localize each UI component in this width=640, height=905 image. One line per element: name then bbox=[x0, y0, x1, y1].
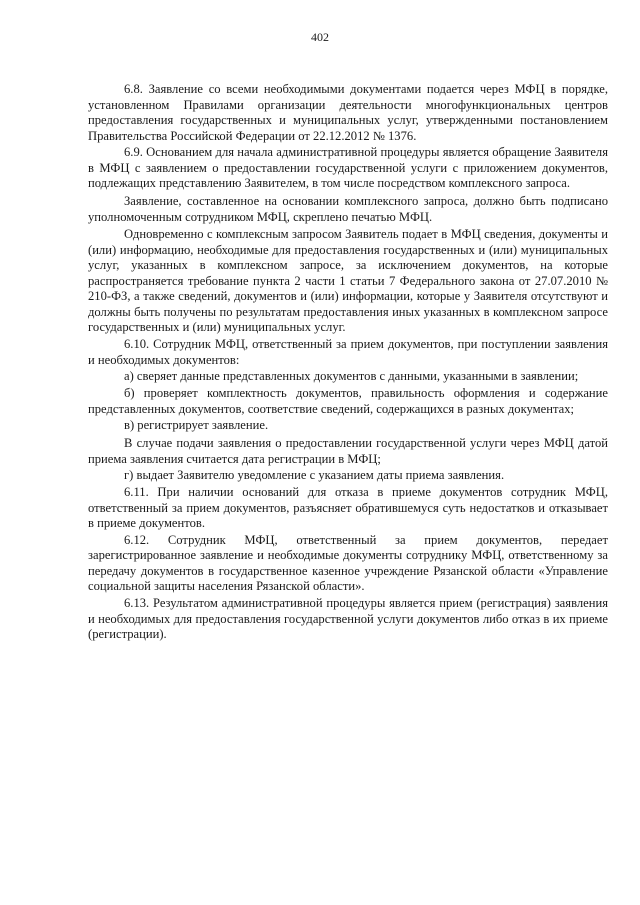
paragraph-6-10-g: г) выдает Заявителю уведомление с указанием даты приема заявления. bbox=[124, 468, 505, 483]
paragraph-complex-request-documents: Одновременно с комплексным запросом Заявитель подает в МФЦ сведения, документы и (или) информацию, необходимые для предоставления государственных и (или) муниципальных услуг, указанных в комплексном запросе, за исключением документов, на которые распространяется требование пункта 2 части 1 статьи 7 Федерального закона от 27.07.2010 № 210-ФЗ, а также сведений, документов и (или) информации, которые у Заявителя отсутствуют и должны быть получены по результатам предоставления иных указанных в комплексном запросе государственных и (или) муниципальных услуг. bbox=[88, 227, 608, 335]
paragraph-6-13: 6.13. Результатом административной процедуры является прием (регистрация) заявления и необходимых для предоставления государственной услуги документов либо отказ в их приеме (регистрации). bbox=[88, 596, 608, 642]
page-number: 402 bbox=[311, 30, 329, 44]
paragraph-6-12: 6.12. Сотрудник МФЦ, ответственный за прием документов, передает зарегистрированное заявление и необходимые документы сотруднику МФЦ, ответственному за передачу документов в государственное казенное учреждение Рязанской области «Управление социальной защиты населения Рязанской области». bbox=[88, 532, 608, 594]
paragraph-6-9: 6.9. Основанием для начала административной процедуры является обращение Заявителя в МФЦ с заявлением о предоставлении государственной услуги с приложением документов, подлежащих представлению Заявителем, в том числе посредством комплексного запроса. bbox=[88, 145, 608, 191]
paragraph-registration-date: В случае подачи заявления о предоставлении государственной услуги через МФЦ датой приема заявления считается дата регистрации в МФЦ; bbox=[88, 435, 608, 466]
paragraph-6-10-v: в) регистрирует заявление. bbox=[124, 418, 269, 433]
paragraph-complex-request-signature: Заявление, составленное на основании комплексного запроса, должно быть подписано уполномоченным сотрудником МФЦ, скреплено печатью МФЦ. bbox=[88, 194, 608, 224]
document-body bbox=[88, 82, 608, 644]
paragraph-6-10-a: а) сверяет данные представленных документов с данными, указанными в заявлении; bbox=[124, 369, 579, 384]
paragraph-6-11: 6.11. При наличии оснований для отказа в приеме документов сотрудник МФЦ, ответственный за прием документов, разъясняет обратившемуся суть недостатков и отказывает в приеме документов. bbox=[88, 484, 608, 531]
paragraph-6-8: 6.8. Заявление со всеми необходимыми документами подается через МФЦ в порядке, установленном Правилами организации деятельности многофункциональных центров предоставления государственных и муниципальных услуг, утвержденными постановлением Правительства Российской Федерации от 22.12.2012 № 1376. bbox=[88, 82, 608, 143]
paragraph-6-10-b: б) проверяет комплектность документов, правильность оформления и содержание представленных документов, соответствие сведений, содержащихся в разных документах; bbox=[88, 386, 608, 416]
paragraph-6-10: 6.10. Сотрудник МФЦ, ответственный за прием документов, при поступлении заявления и необходимых документов: bbox=[88, 337, 608, 367]
